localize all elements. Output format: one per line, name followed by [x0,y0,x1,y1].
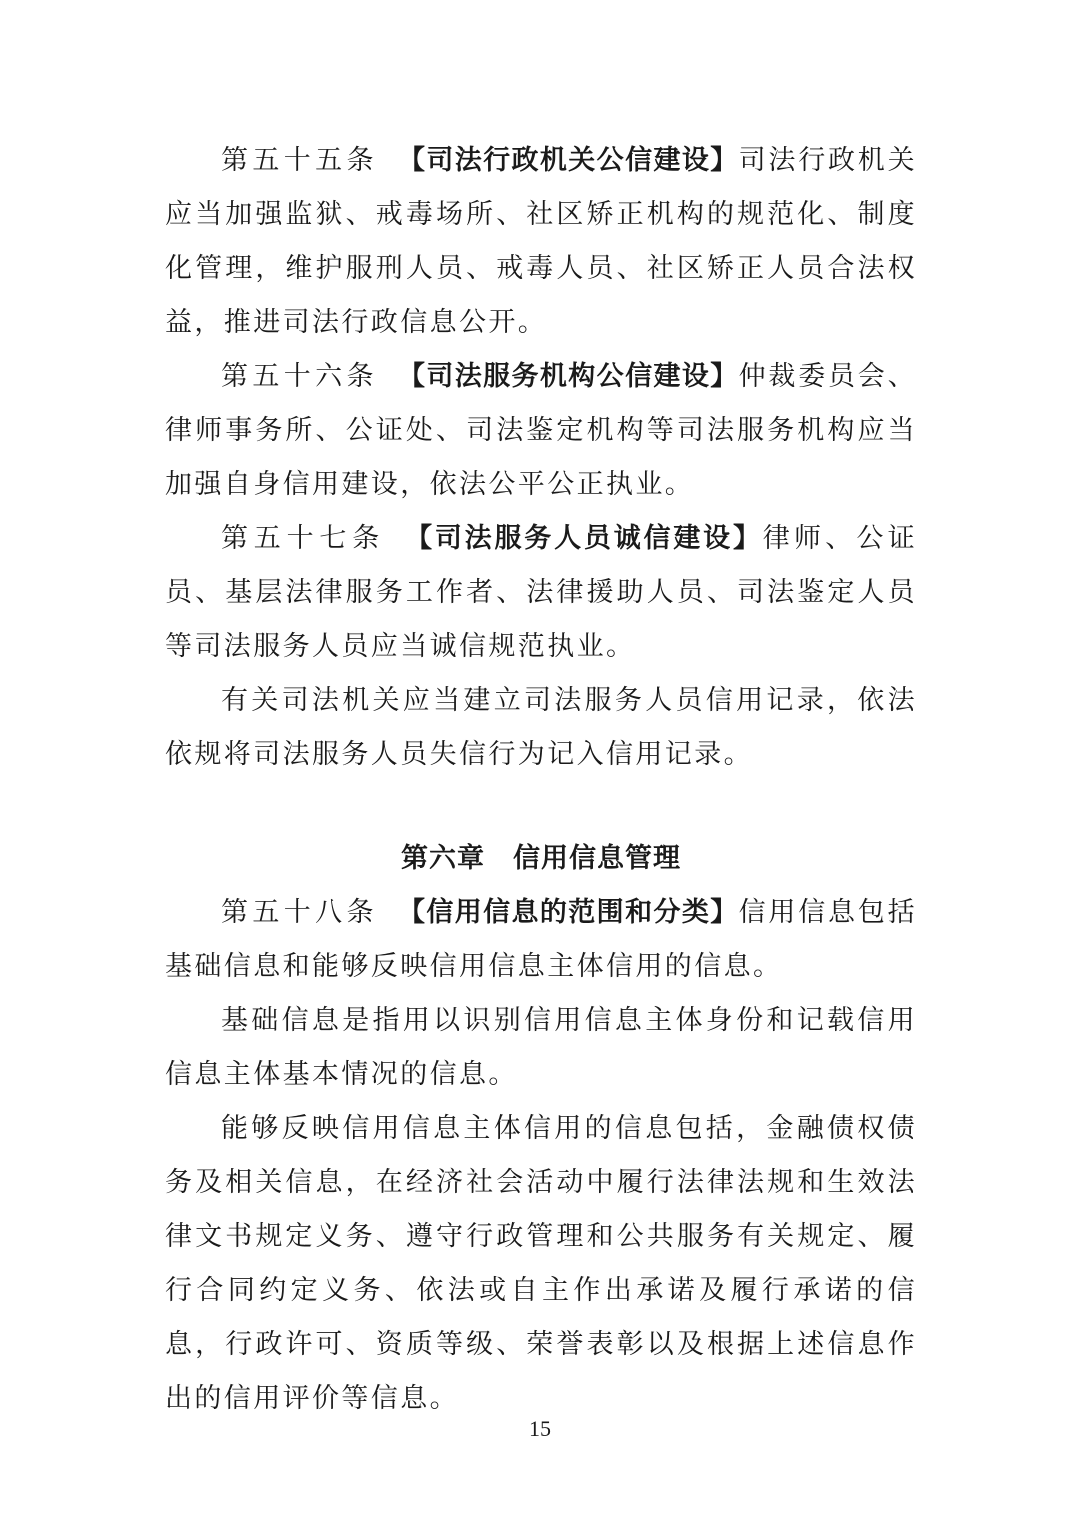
article-57-paragraph-2: 有关司法机关应当建立司法服务人员信用记录，依法依规将司法服务人员失信行为记入信用记录。 [165,685,917,770]
article-57 [165,512,917,674]
article-text: 仲裁委员会、律师事务所、公证处、司法鉴定机构等司法服务机构应当加强自身信用建设，依法公平公正执业。 [165,361,917,500]
article-58-paragraph-2: 基础信息是指用以识别信用信息主体身份和记载信用信息主体基本情况的信息。 [165,1005,917,1090]
article-number: 第五十七条 [221,523,386,554]
chapter-title: 信用信息管理 [513,843,681,874]
article-55 [165,134,917,350]
article-number: 第五十五条 [221,145,378,176]
page-body [165,134,917,1426]
chapter-heading [165,832,917,886]
article-number: 第五十六条 [221,361,378,392]
article-58 [165,886,917,994]
article-title: 【司法服务机构公信建设】 [397,361,739,392]
article-text: 信用信息包括基础信息和能够反映信用信息主体信用的信息。 [165,897,917,982]
article-title: 【司法行政机关公信建设】 [397,145,739,176]
article-title: 【信用信息的范围和分类】 [397,897,739,928]
article-58-paragraph-3: 能够反映信用信息主体信用的信息包括，金融债权债务及相关信息，在经济社会活动中履行法律法规和生效法律文书规定义务、遵守行政管理和公共服务有关规定、履行合同约定义务、依法或自主作出承诺及履行承诺的信息，行政许可、资质等级、荣誉表彰以及根据上述信息作出的信用评价等信息。 [165,1113,917,1414]
article-text: 律师、公证员、基层法律服务工作者、法律援助人员、司法鉴定人员等司法服务人员应当诚信规范执业。 [165,523,918,662]
page-number: 15 [529,1416,551,1441]
chapter-number: 第六章 [401,843,485,874]
article-number: 第五十八条 [221,897,378,928]
article-text: 司法行政机关应当加强监狱、戒毒场所、社区矫正机构的规范化、制度化管理，维护服刑人员、戒毒人员、社区矫正人员合法权益，推进司法行政信息公开。 [165,145,917,338]
article-56 [165,350,917,512]
article-title: 【司法服务人员诚信建设】 [405,523,763,554]
